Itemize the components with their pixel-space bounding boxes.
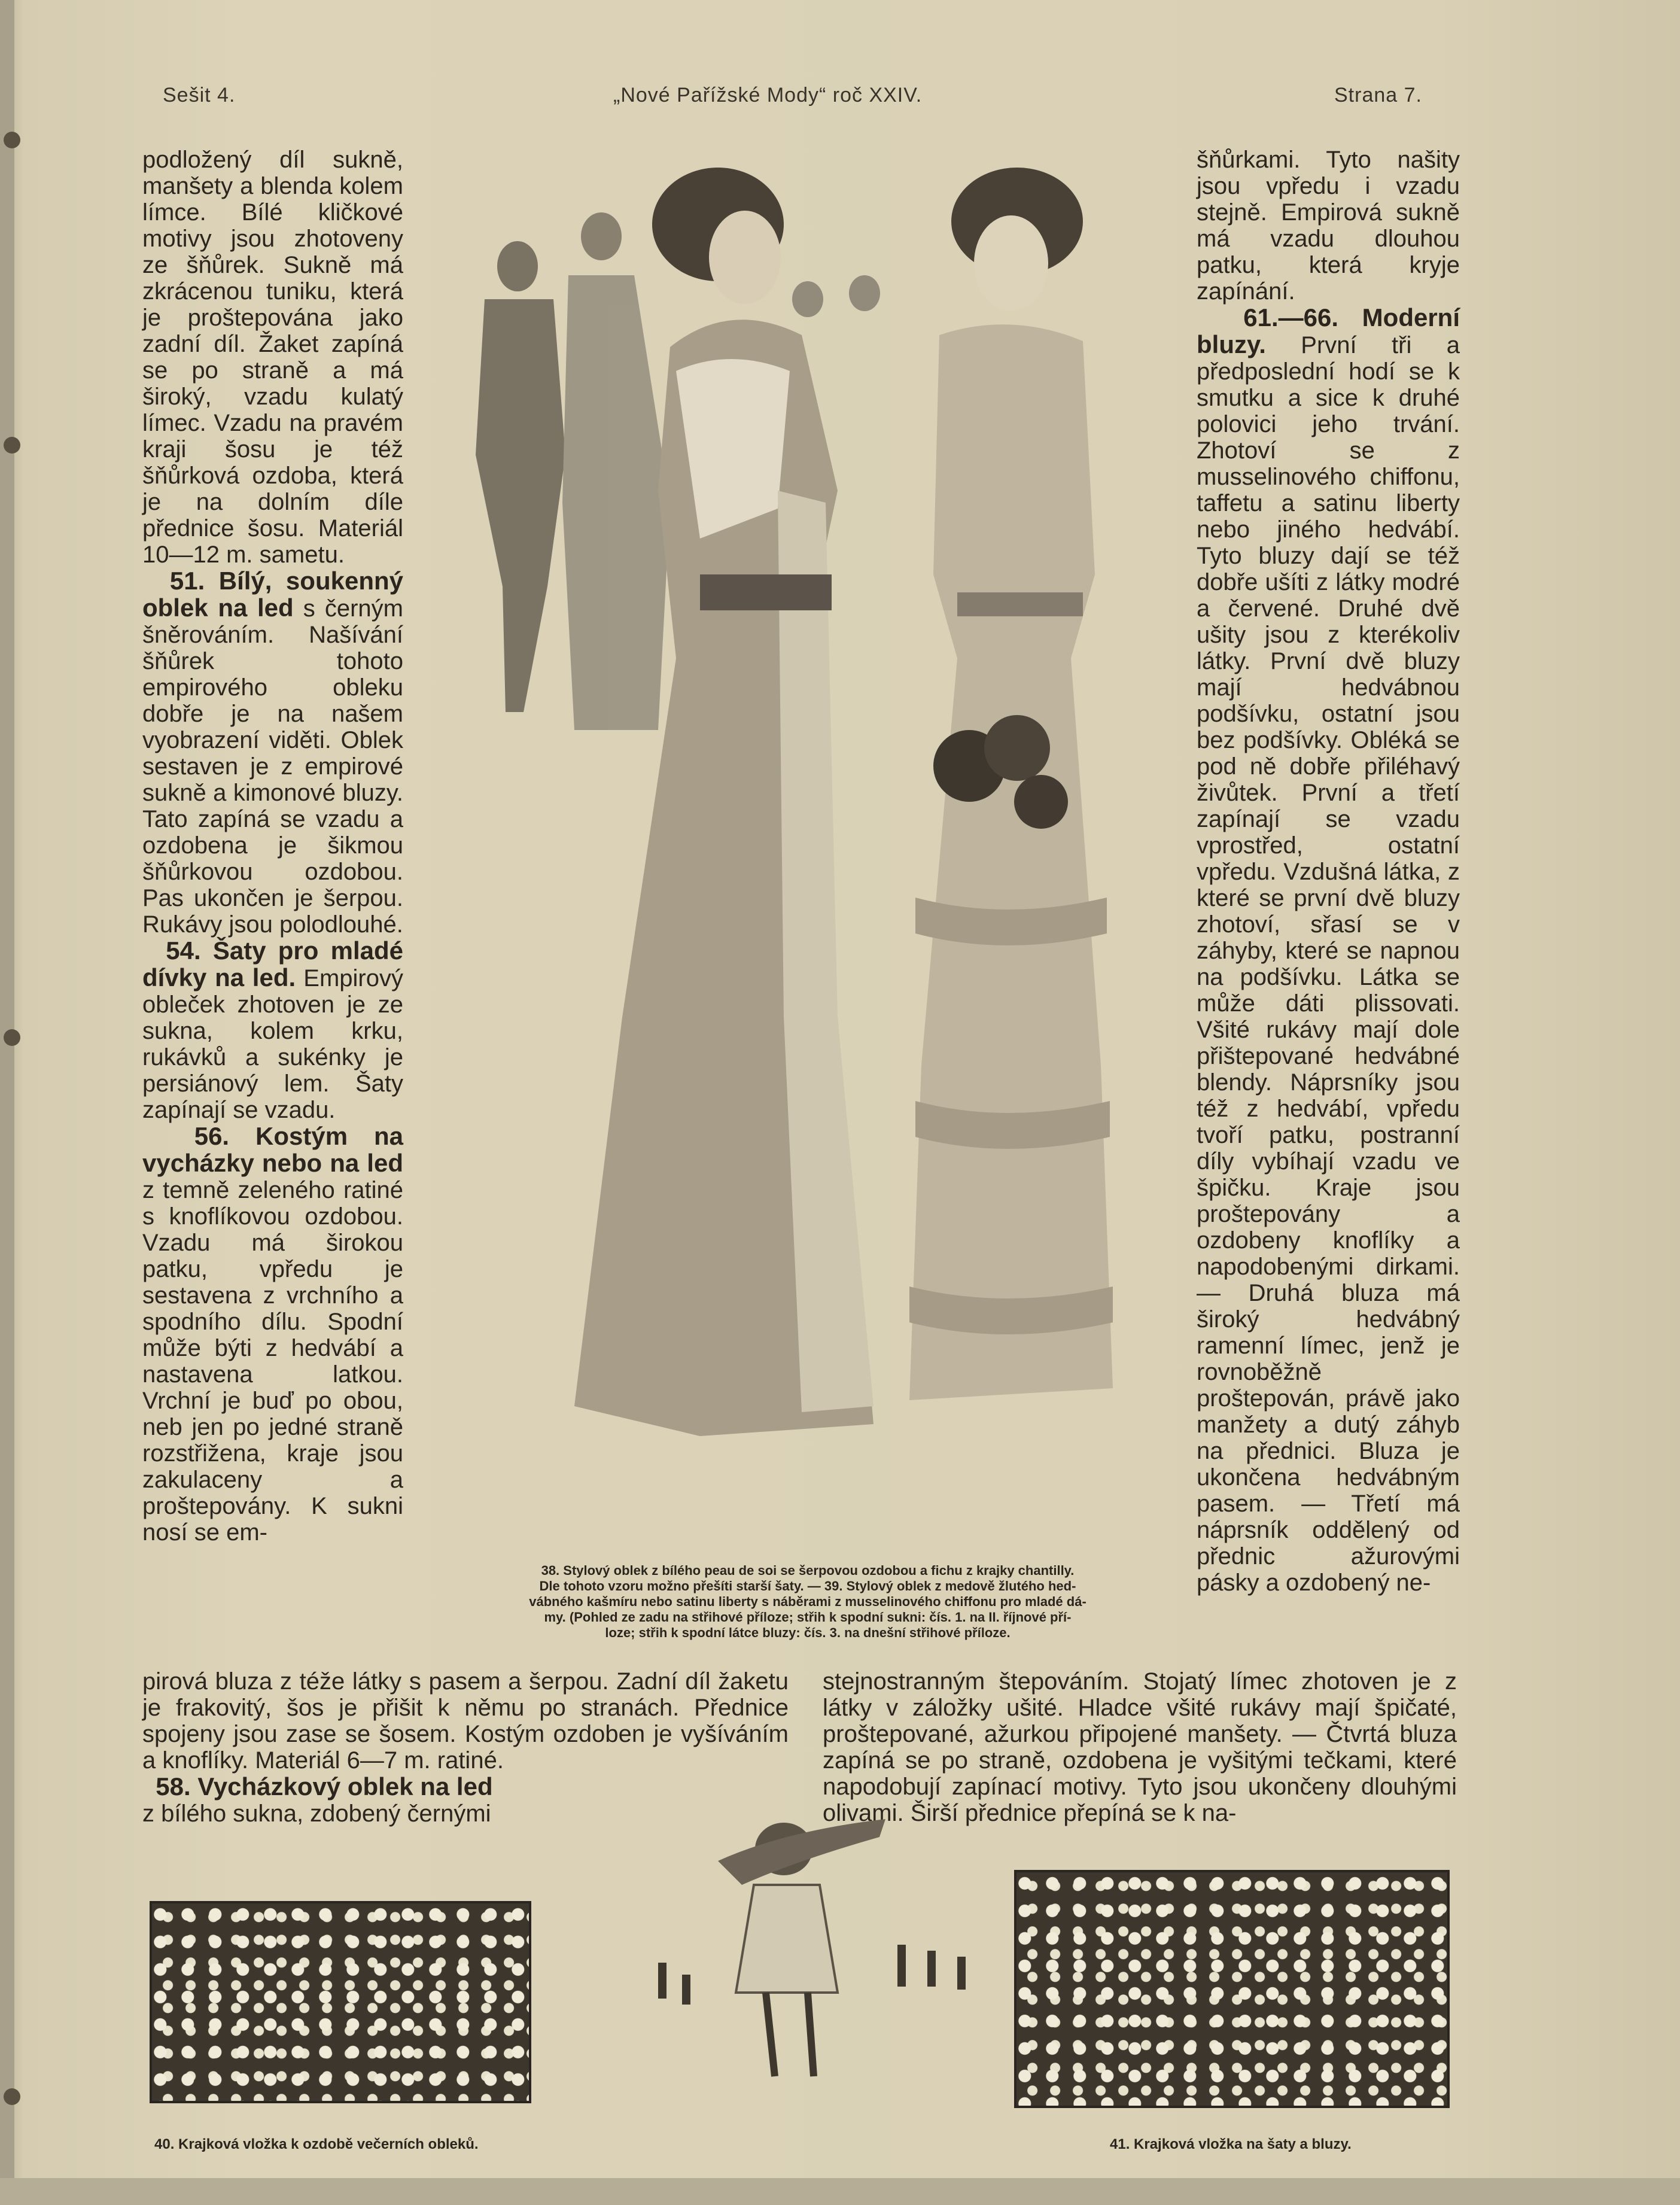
right-column (1197, 147, 1460, 1596)
page-bottom-edge (0, 2178, 1680, 2205)
paragraph: pirová bluza z téže látky s pasem a šerpou. Zadní díl žaketu je frakovitý, šos je přišit k němu po stranách. Přednice spojeny jsou zase se šosem. Kostým ozdoben je vyšíváním a knoflíky. Materiál 6—7 m. ratiné. (142, 1668, 789, 1774)
caption-line: vábného kašmíru nebo satinu liberty s náběrami z musselinového chiffonu pro mladé dá- (529, 1594, 1086, 1609)
binding-hole-icon (4, 1029, 20, 1046)
item-heading-58: 58. Vycházkový oblek na led (156, 1772, 493, 1801)
item-heading-54: 54. Šaty pro mladé dívky na led. (142, 936, 403, 992)
paragraph: z temně zeleného ratiné s knoflíkovou ozdobou. Vzadu má širokou patku, vpředu je sestavena z vrchního a spodního dílu. Spodní může býti z hedvábí a nastavena latkou. Vrchní je buď po obou, neb jen po jedné straně rozstřižena, kraje jsou zakulaceny a proštepovány. K sukni nosí se em- (142, 1177, 403, 1546)
paragraph: stejnostranným štepováním. Stojatý límec zhotoven je z látky v záložky ušité. Hladce všité rukávy mají špičaté, proštepované, ažurkou připojené manšety. — Čtvrtá bluza zapíná se po straně, ozdobena je vyšitými tečkami, které napodobují zapínací motivy. Tyto jsou ukončeny dlouhými olivami. Širší přednice přepíná se k na- (823, 1668, 1457, 1826)
caption-line: 38. Stylový oblek z bílého peau de soi se šerpovou ozdobou a fichu z krajky chantilly. (541, 1563, 1075, 1578)
lace-insert-40-image (150, 1901, 531, 2103)
header-title: „Nové Pařížské Mody“ roč XXIV. (613, 84, 923, 107)
figure-caption (431, 1563, 1185, 1641)
paragraph: První tři a předposlední hodí se k smutku a sice k druhé polovici jeho trvání. Zhotoví se z musselinového chiffonu, taffetu a satinu liberty nebo jiného hedvábí. Tyto bluzy dají se též dobře ušíti z látky modré a červené. Druhé dvě ušity jsou z kterékoliv látky. První dvě bluzy mají hedvábnou podšívku, ostatní jsou bez podšívky. Obléká se pod ně dobře přiléhavý živůtek. První a třetí zapínají se vzadu vprostřed, ostatní vpředu. Vzdušná látka, z které se první dvě bluzy zhotoví, sřasí se v záhyby, které se napnou na podšívku. Látka se může dáti plissovati. Všité rukávy mají dole přištepované hedvábné blendy. Náprsníky jsou též z hedvábí, vpředu tvoří patku, postranní díly vybíhají vzadu ve špičku. Kraje jsou proštepovány a ozdobeny knoflíky a napodobenými dirkami. — Druhá bluza má široký hedvábný ramenní límec, jenž je rovnoběžně proštepován, právě jako manžety a dutý záhyb na přednici. Bluza je ukončena hedvábným pasem. — Třetí má náprsník oddělený od přednic ažurovými pásky a ozdobený ne- (1197, 332, 1460, 1596)
header-issue: Sešit 4. (163, 84, 236, 107)
fashion-plate-illustration (419, 120, 1197, 1556)
paragraph: z bílého sukna, zdobený černými (142, 1801, 491, 1827)
item-heading-56: 56. Kostým na vycházky nebo na led (142, 1122, 403, 1177)
paragraph: s černým šněrováním. Našívání šňůrek tohoto empirového obleku dobře je na našem vyobrazení viděti. Oblek sestaven je z empirové sukně a kimonové bluzy. Tato zapíná se vzadu a ozdobena je šikmou šňůrkovou ozdobou. Pas ukončen je šerpou. Rukávy jsou polodlouhé. (142, 595, 403, 938)
left-column (142, 147, 403, 1546)
page-spine (0, 0, 14, 2205)
caption-line: my. (Pohled ze zadu na střihové příloze; střih k spodní sukni: čís. 1. na II. říjnové pří- (544, 1610, 1072, 1625)
binding-hole-icon (4, 132, 20, 148)
caption-line: loze; střih k spodní látce bluzy: čís. 3. na dnešní střihové příloze. (605, 1625, 1011, 1640)
binding-hole-icon (4, 2088, 20, 2105)
skater-vignette-illustration (646, 1795, 993, 2106)
header-page: Strana 7. (1334, 84, 1422, 107)
paragraph: podložený díl sukně, manšety a blenda kolem límce. Bílé kličkové motivy jsou zhotoveny ze šňůrek. Sukně má zkrácenou tuniku, která je proštepována jako zadní díl. Žaket zapíná se po straně a má široký, vzadu kulatý límec. Vzadu na pravém kraji šosu je též šňůrková ozdoba, která je na dolním díle přednice šosu. Materiál 10—12 m. sametu. (142, 147, 403, 568)
item-heading-51: 51. Bílý, soukenný oblek na led (142, 567, 403, 622)
binding-hole-icon (4, 437, 20, 454)
caption-lace-41: 41. Krajková vložka na šaty a bluzy. (1110, 2136, 1352, 2152)
caption-line: Dle tohoto vzoru možno přešíti starší šaty. — 39. Stylový oblek z medově žlutého hed- (539, 1579, 1076, 1593)
lace-insert-41-image (1014, 1870, 1450, 2108)
paragraph: šňůrkami. Tyto našity jsou vpředu i vzadu stejně. Empirová sukně má vzadu dlouhou patku, která kryje zapínání. (1197, 147, 1460, 305)
caption-lace-40: 40. Krajková vložka k ozdobě večerních obleků. (154, 2136, 479, 2152)
paragraph: Empirový obleček zhotoven je ze sukna, kolem krku, rukávků a sukénky je persiánový lem. Šaty zapínají se vzadu. (142, 965, 403, 1123)
figure-39-woman (909, 168, 1113, 1400)
item-heading-61-66: 61.—66. Moderní bluzy. (1197, 303, 1460, 358)
